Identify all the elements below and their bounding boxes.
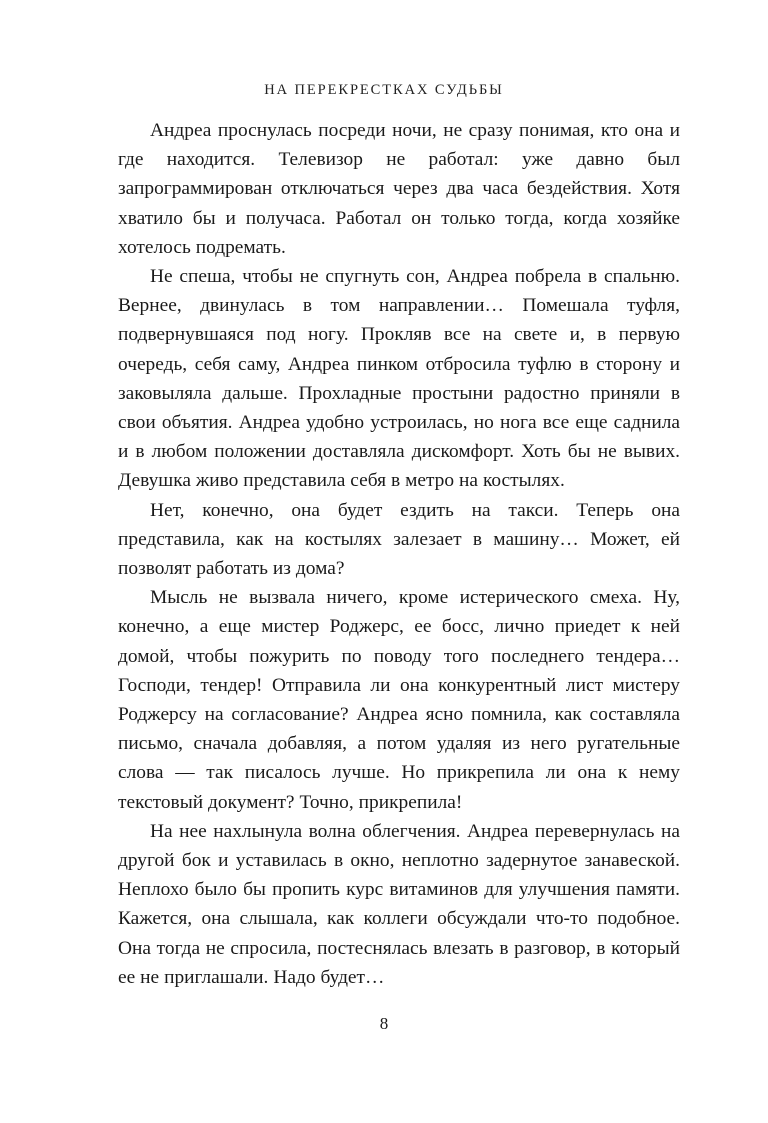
paragraph: Нет, конечно, она будет ездить на такси. Теперь она представила, как на костылях залезает в машину… Может, ей позволят работать из дома?	[118, 499, 680, 580]
page-number: 8	[379, 1014, 389, 1033]
body-text-column	[118, 116, 680, 992]
running-head: НА ПЕРЕКРЕСТКАХ СУДЬБЫ	[264, 82, 504, 98]
paragraph: Мысль не вызвала ничего, кроме истерического смеха. Ну, конечно, а еще мистер Роджерс, ее босс, лично приедет к ней домой, чтобы пожурить по поводу того последнего тендера… Господи, тендер! Отправила ли она конкурентный лист мистеру Роджерсу на согласование? Андреа ясно помнила, как составляла письмо, сначала добавляя, а потом удаляя из него ругательные слова — так писалось лучше. Но прикрепила ли она к нему текстовый документ? Точно, прикрепила!	[118, 587, 680, 813]
paragraph: На нее нахлынула волна облегчения. Андреа перевернулась на другой бок и уставилась в окно, неплотно задернутое занавеской. Неплохо было бы пропить курс витаминов для улучшения памяти. Кажется, она слышала, как коллеги обсуждали что-то подобное. Она тогда не спросила, постеснялась влезать в разговор, в который ее не приглашали. Надо будет…	[118, 820, 680, 988]
paragraph: Андреа проснулась посреди ночи, не сразу понимая, кто она и где находится. Телевизор не работал: уже давно был запрограммирован отключаться через два часа бездействия. Хотя хватило бы и получаса. Работал он только тогда, когда хозяйке хотелось подремать.	[118, 120, 680, 258]
paragraph: Не спеша, чтобы не спугнуть сон, Андреа побрела в спальню. Вернее, двинулась в том направлении… Помешала туфля, подвернувшаяся под ногу. Прокляв все на свете и, в первую очередь, себя саму, Андреа пинком отбросила туфлю в сторону и заковыляла дальше. Прохладные простыни радостно приняли в свои объятия. Андреа удобно устроилась, но нога все еще саднила и в любом положении доставляла дискомфорт. Хоть бы не вывих. Девушка живо представила себя в метро на костылях.	[118, 266, 680, 492]
